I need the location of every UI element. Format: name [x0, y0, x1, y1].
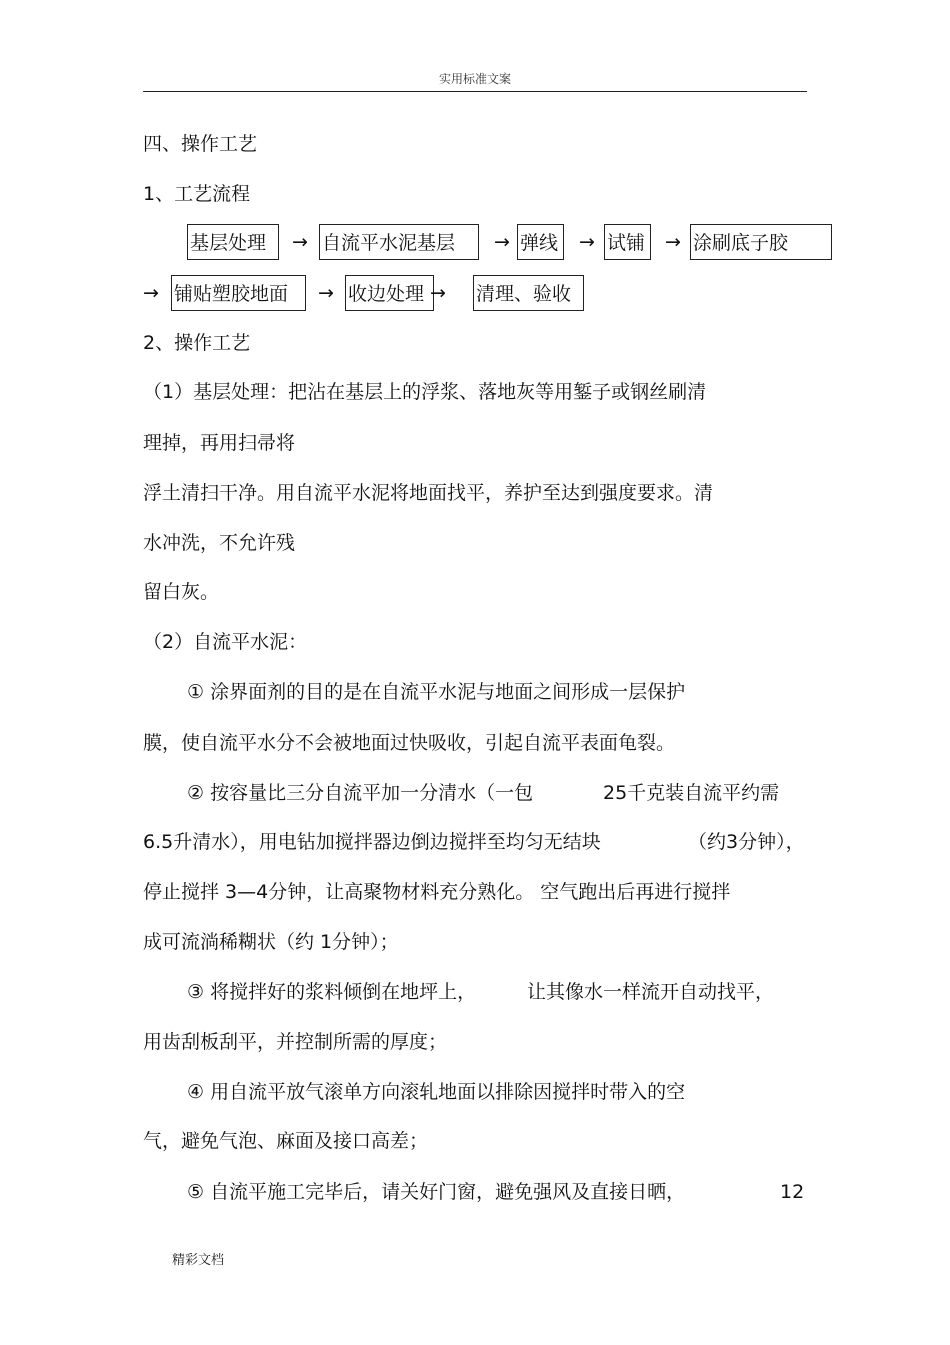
paragraph-line: （1）基层处理：把沾在基层上的浮浆、落地灰等用錾子或钢丝刷清	[143, 381, 707, 403]
flow-step-5: 涂刷底子胶	[690, 224, 832, 260]
flow-arrow: →	[494, 231, 510, 253]
subsection-title: （2）自流平水泥：	[143, 631, 308, 653]
paragraph-line: ② 按容量比三分自流平加一分清水（一包	[187, 782, 534, 804]
flow-step-1: 基层处理	[187, 224, 279, 260]
paragraph-line: 停止搅拌 3—4分钟，让高聚物材料充分熟化。 空气跑出后再进行搅拌	[143, 881, 731, 903]
paragraph-line: 理掉，再用扫帚将	[143, 432, 296, 454]
flow-arrow: →	[665, 231, 681, 253]
paragraph-line: 12	[780, 1181, 805, 1203]
paragraph-line: 水冲洗，不允许残	[143, 532, 296, 554]
paragraph-line: 浮土清扫干净。用自流平水泥将地面找平，养护至达到强度要求。清	[143, 482, 714, 504]
flow-step-6: 铺贴塑胶地面	[171, 275, 306, 311]
paragraph-line: ④ 用自流平放气滚单方向滚轧地面以排除因搅拌时带入的空	[187, 1081, 686, 1103]
header-rule	[143, 91, 807, 92]
paragraph-line: 留白灰。	[143, 581, 220, 603]
page-footer: 精彩文档	[172, 1253, 225, 1268]
page-header: 实用标准文案	[438, 72, 511, 86]
flow-arrow: →	[143, 282, 159, 304]
flow-step-3: 弹线	[517, 224, 564, 260]
paragraph-line: 6.5升清水），用电钻加搅拌器边倒边搅拌至均匀无结块	[143, 831, 601, 853]
flow-heading: 1、工艺流程	[143, 183, 251, 205]
paragraph-line: （约3分钟），	[688, 831, 805, 853]
paragraph-line: ① 涂界面剂的目的是在自流平水泥与地面之间形成一层保护	[187, 681, 686, 703]
flow-step-7: 收边处理	[345, 275, 434, 311]
paragraph-line: 用齿刮板刮平，并控制所需的厚度；	[143, 1031, 448, 1053]
flow-arrow: →	[318, 282, 334, 304]
paragraph-line: 成可流淌稀糊状（约 1分钟）；	[143, 931, 399, 953]
flow-step-8: 清理、验收	[473, 275, 584, 311]
flow-arrow: →	[430, 282, 446, 304]
ops-heading: 2、操作工艺	[143, 332, 251, 354]
paragraph-line: 膜，使自流平水分不会被地面过快吸收，引起自流平表面龟裂。	[143, 732, 676, 754]
flow-arrow: →	[579, 231, 595, 253]
flow-arrow: →	[292, 231, 308, 253]
flow-step-4: 试铺	[604, 224, 651, 260]
section-title: 四、操作工艺	[143, 133, 258, 155]
paragraph-line: 让其像水一样流开自动找平，	[527, 981, 775, 1003]
paragraph-line: 25千克装自流平约需	[603, 782, 780, 804]
paragraph-line: ③ 将搅拌好的浆料倾倒在地坪上，	[187, 981, 477, 1003]
paragraph-line: ⑤ 自流平施工完毕后，请关好门窗，避免强风及直接日晒，	[187, 1181, 686, 1203]
flow-step-2: 自流平水泥基层	[319, 224, 479, 260]
paragraph-line: 气，避免气泡、麻面及接口高差；	[143, 1130, 429, 1152]
